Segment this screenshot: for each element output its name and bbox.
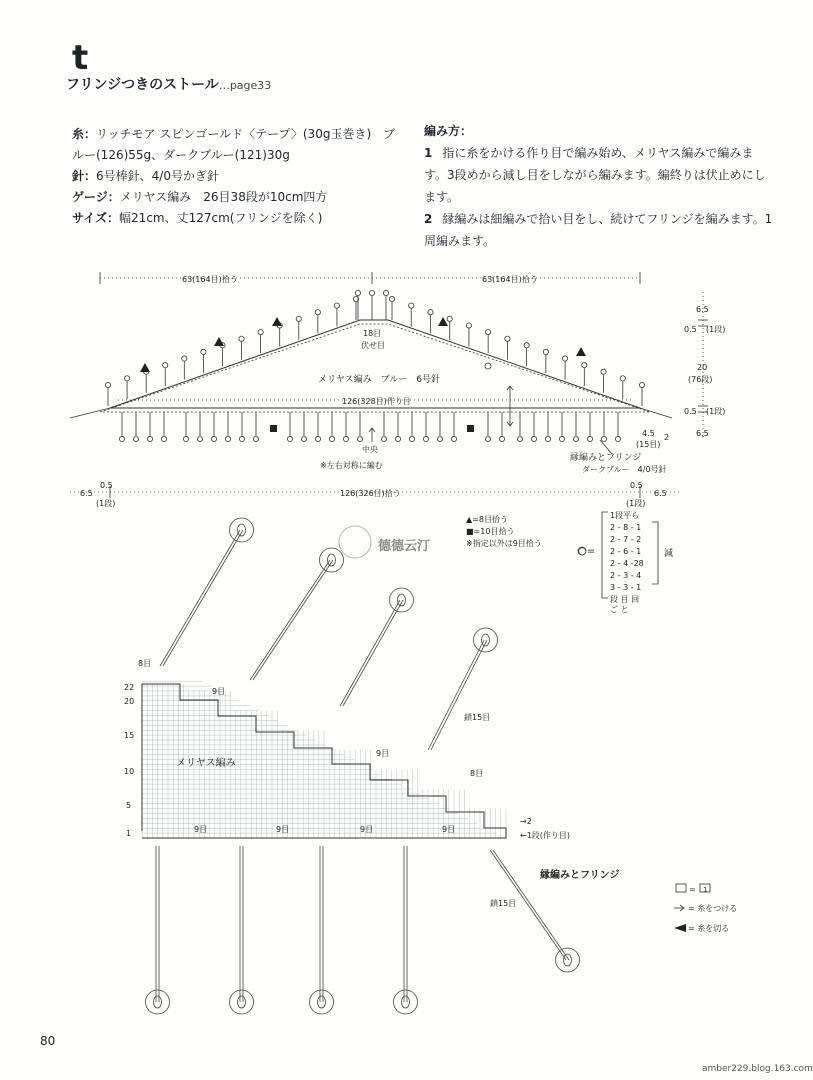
fringe-fan xyxy=(394,990,418,1014)
chart-9me-b: 9目 xyxy=(276,825,290,834)
blog-url: amber229.blog.163.com xyxy=(702,1064,813,1074)
dim-20: 20 xyxy=(697,363,708,372)
chart-8me-top: 8目 xyxy=(138,659,152,668)
fringe-end xyxy=(517,436,522,441)
symmetric-note: ※左右対称に編む xyxy=(320,461,383,470)
row-5: 5 xyxy=(126,801,132,810)
method-heading: 編み方： xyxy=(424,124,473,138)
chain-fringe xyxy=(340,600,400,706)
center-label: 中央 xyxy=(362,445,378,454)
fringe-end xyxy=(211,436,216,441)
fringe-center xyxy=(238,524,246,536)
dec-row-3: 2 - 6 - 1 xyxy=(610,547,642,556)
left-dim-0-5: 0.5 xyxy=(100,481,113,490)
yarn-label: 糸： xyxy=(72,127,97,141)
fringe-fan xyxy=(146,990,170,1014)
slope-fringe-end xyxy=(428,310,433,315)
body-label: メリヤス編み ブルー 6号針 xyxy=(318,375,441,385)
edge-fringe-label: 縁編みとフリンジ xyxy=(570,453,642,463)
fringe-end xyxy=(225,436,230,441)
fringe-end xyxy=(381,436,386,441)
slope-fringe-end xyxy=(389,296,394,301)
fringe-end xyxy=(183,436,188,441)
fringe-end xyxy=(573,436,578,441)
fringe-end xyxy=(239,436,244,441)
sym-box-1: 1 xyxy=(703,886,708,894)
bind-off-label: 伏せ目 xyxy=(361,341,385,350)
fringe-end xyxy=(423,436,428,441)
row-1: 1 xyxy=(126,829,132,838)
fringe-center xyxy=(328,554,336,566)
fringe-end xyxy=(301,436,306,441)
yarn-text-2: ルー(126)55g、ダークブルー(121)30g xyxy=(72,148,290,162)
pattern-diagram xyxy=(0,260,800,1040)
edge-fringe-title: 縁編みとフリンジ xyxy=(540,870,620,881)
page-ref: …page33 xyxy=(218,79,272,92)
yarn-text: リッチモア スピンゴールド〈テープ〉(30g玉巻き) ブ xyxy=(96,127,396,141)
chart-body-label: メリヤス編み xyxy=(176,758,236,769)
slope-fringe-end xyxy=(296,316,301,321)
fringe-end xyxy=(531,436,536,441)
gauge-text: メリヤス編み 26目38段が10cm四方 xyxy=(119,190,328,204)
fringe-center xyxy=(482,634,490,646)
method-step-2 xyxy=(424,208,774,252)
legend-other: ※指定以外は9目拾う xyxy=(466,539,542,548)
legend-square: ■=10目拾う xyxy=(466,527,515,536)
dec-footer-2: ご と xyxy=(610,605,629,614)
right-dim-1dan: (1段) xyxy=(626,499,646,508)
fringe-center xyxy=(564,954,572,966)
fringe-end xyxy=(601,436,606,441)
fringe-end xyxy=(409,436,414,441)
slope-fringe-end xyxy=(315,310,320,315)
slope-fringe-end xyxy=(466,323,471,328)
fringe-end xyxy=(147,436,152,441)
chart-9me-a: 9目 xyxy=(194,825,208,834)
chart-arrow-2: →2 xyxy=(520,817,532,826)
left-dim-6-5: 6.5 xyxy=(80,489,93,498)
slope-fringe-end xyxy=(620,376,625,381)
dim-bot-6-5: 6.5 xyxy=(696,429,709,438)
cast-on-label: 126(328目)作り目 xyxy=(342,397,411,406)
step-2-text: 縁編みは細編みで拾い目をし、続けてフリンジを編みます。1周編みます。 xyxy=(424,212,773,248)
fringe-center xyxy=(154,996,162,1008)
fringe-end xyxy=(451,436,456,441)
size-text: 幅21cm、丈127cm(フリンジを除く) xyxy=(119,211,323,225)
dim-15me: (15目) xyxy=(636,440,661,449)
chart-9me-e: 9目 xyxy=(376,749,390,758)
fringe-fan xyxy=(320,548,344,572)
fringe-end xyxy=(485,436,490,441)
slope-fringe-end xyxy=(562,356,567,361)
slope-fringe-end xyxy=(334,303,339,308)
dim-bot-0-5: 0.5 xyxy=(684,407,697,416)
fringe-end xyxy=(119,436,124,441)
cut-icon xyxy=(674,924,686,932)
dec-header: 1段平ら xyxy=(610,511,640,520)
fringe-fan xyxy=(310,990,334,1014)
watermark-text: 德德云汀 xyxy=(378,539,431,554)
fringe-end xyxy=(437,436,442,441)
step-1-text: 指に糸をかける作り目で編み始め、メリヤス編みで編みます。3段めから減し目をしながら編みます。編終りは伏止めにします。 xyxy=(424,146,766,204)
dec-row-4: 2 - 4 -28 xyxy=(610,559,644,568)
slope-fringe-end xyxy=(505,336,510,341)
materials-block xyxy=(72,124,402,229)
slope-fringe-end xyxy=(639,382,644,387)
top-fringe-end xyxy=(355,290,360,295)
size-label: サイズ： xyxy=(72,211,120,225)
fringe-end xyxy=(287,436,292,441)
row-15: 15 xyxy=(124,731,135,740)
pattern-letter: t xyxy=(72,38,89,78)
slope-fringe-end xyxy=(163,363,168,368)
chain-fringe xyxy=(431,640,487,750)
fringe-end xyxy=(499,436,504,441)
legend-circle: ○= xyxy=(578,546,596,557)
sym-box-eq: = xyxy=(689,885,696,894)
needle-label: 針： xyxy=(72,169,97,183)
chart-9me-d: 9目 xyxy=(442,825,456,834)
fringe-fan xyxy=(390,588,414,612)
slope-fringe-end xyxy=(486,329,491,334)
fringe-end xyxy=(133,436,138,441)
fringe-end xyxy=(161,436,166,441)
dim-76dan: (76段) xyxy=(688,375,713,384)
chain-fringe xyxy=(163,530,243,666)
slope-fringe-end xyxy=(258,329,263,334)
dim-2: 2 xyxy=(664,433,670,442)
fringe-end xyxy=(197,436,202,441)
dec-side: 減 xyxy=(664,549,674,559)
fringe-fan xyxy=(556,948,580,972)
dim-bot-1dan: (1段) xyxy=(706,407,726,416)
right-pickup-label: 63(164目)拾う xyxy=(482,275,538,284)
slope-fringe-end xyxy=(239,336,244,341)
title-text: フリンジつきのストール xyxy=(66,77,219,93)
bottom-pickup-label: 126(326目)拾う xyxy=(340,489,401,498)
chart-chain15-bot: 鎖15目 xyxy=(490,899,517,908)
slope-fringe-end xyxy=(182,356,187,361)
pattern-title xyxy=(66,74,271,94)
slope-fringe-end xyxy=(105,382,110,387)
dec-row-2: 2 - 7 - 2 xyxy=(610,535,642,544)
fringe-center xyxy=(402,996,410,1008)
slope-fringe-end xyxy=(447,316,452,321)
dec-row-6: 3 - 3 - 1 xyxy=(610,583,642,592)
step-1-number: 1 xyxy=(424,146,433,160)
row-22: 22 xyxy=(124,683,135,692)
right-dim-0-5: 0.5 xyxy=(630,481,643,490)
slope-fringe-end xyxy=(524,343,529,348)
chain-fringe xyxy=(253,560,333,680)
needle-text: 6号棒針、4/0号かぎ針 xyxy=(96,169,219,183)
fringe-end xyxy=(615,436,620,441)
slope-fringe-end xyxy=(409,303,414,308)
fringe-end xyxy=(315,436,320,441)
legend-triangle: ▲=8目拾う xyxy=(466,515,508,524)
fringe-fan xyxy=(474,628,498,652)
method-step-1 xyxy=(424,142,774,208)
chain-fringe xyxy=(160,530,240,666)
page-number: 80 xyxy=(40,1034,56,1048)
chart-8me-right: 8目 xyxy=(470,769,484,778)
top-fringe-end xyxy=(383,290,388,295)
right-dim-6-5: 6.5 xyxy=(654,489,667,498)
bind-off-count: 18目 xyxy=(363,329,382,338)
fringe-fan xyxy=(230,518,254,542)
dim-4-5: 4.5 xyxy=(642,429,655,438)
chart-9me-step: 9目 xyxy=(212,687,226,696)
fringe-end xyxy=(545,436,550,441)
chart-row1-cast: ←1段(作り目) xyxy=(520,831,571,840)
dim-top-0-5: 0.5 xyxy=(684,325,697,334)
dec-row-5: 2 - 3 - 4 xyxy=(610,571,642,580)
chain-fringe xyxy=(343,600,403,706)
chart-9me-c: 9目 xyxy=(360,825,374,834)
fringe-center xyxy=(398,594,406,606)
slope-fringe-end xyxy=(124,376,129,381)
row-10: 10 xyxy=(124,767,135,776)
chain-fringe xyxy=(250,560,330,680)
chart-chain15-top: 鎖15目 xyxy=(464,713,491,722)
slope-fringe-end xyxy=(201,349,206,354)
fringe-end xyxy=(253,436,258,441)
left-dim-1dan: (1段) xyxy=(96,499,116,508)
slope-fringe-end xyxy=(582,363,587,368)
dec-footer: 段 目 回 xyxy=(610,595,640,604)
edge-fringe-sub: ダークブルー 4/0号針 xyxy=(582,465,667,474)
fringe-end xyxy=(395,436,400,441)
method-block xyxy=(424,120,774,252)
fringe-end xyxy=(357,436,362,441)
watermark xyxy=(339,526,430,558)
fringe-end xyxy=(329,436,334,441)
fringe-center xyxy=(318,996,326,1008)
row-20: 20 xyxy=(124,697,135,706)
sym-cut: = 糸を切る xyxy=(688,924,730,933)
fringe-end xyxy=(559,436,564,441)
slope-fringe-end xyxy=(543,349,548,354)
dim-top-6-5: 6.5 xyxy=(696,305,709,314)
fringe-end xyxy=(587,436,592,441)
fringe-center xyxy=(238,996,246,1008)
sym-attach: = 糸をつける xyxy=(688,904,738,913)
fringe-fan xyxy=(230,990,254,1014)
fringe-end xyxy=(343,436,348,441)
step-2-number: 2 xyxy=(424,212,433,226)
chain-fringe xyxy=(428,640,484,750)
top-fringe-end xyxy=(369,290,374,295)
slope-fringe-end xyxy=(601,369,606,374)
gauge-label: ゲージ： xyxy=(72,190,120,204)
dec-row-1: 2 - 8 - 1 xyxy=(610,523,642,532)
left-pickup-label: 63(164目)拾う xyxy=(182,275,238,284)
dim-top-1dan: (1段) xyxy=(706,325,726,334)
